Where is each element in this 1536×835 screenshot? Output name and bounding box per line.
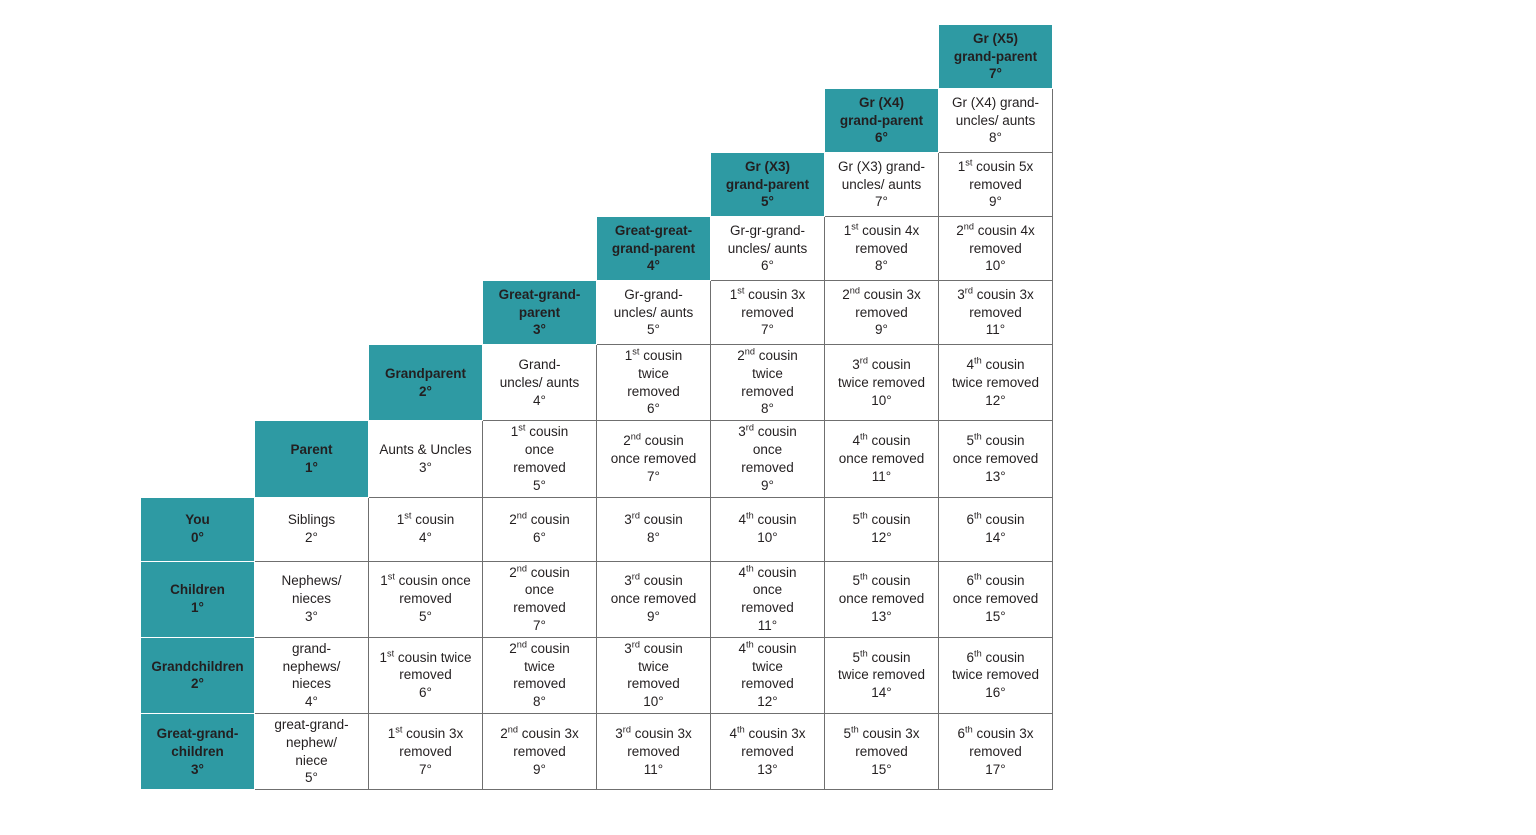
cell-degree: 2° [419,383,432,399]
kinship-header-cell [483,281,597,345]
empty-cell [141,281,255,345]
kinship-cell [597,281,711,345]
cell-label-line: 2nd cousin [509,510,570,528]
cell-label-line: once removed [952,591,1039,607]
kinship-table [140,24,1053,790]
kinship-header-cell [825,89,939,153]
cell-degree: 11° [871,468,892,484]
empty-cell [369,153,483,217]
cell-degree: 13° [985,468,1006,484]
kinship-row [141,497,1053,561]
kinship-cell [939,217,1053,281]
cell-degree: 0° [191,530,204,545]
cell-degree: 3° [191,761,204,777]
kinship-chart [140,24,1053,790]
cell-label-line: removed [627,743,680,759]
cell-degree: 10° [871,392,892,408]
cell-label-line: 3rd cousin [624,639,683,656]
cell-degree: 8° [533,694,546,710]
cell-label-line: 1st cousin [510,422,569,440]
cell-label-line: twice [752,365,783,381]
cell-degree: 11° [985,322,1006,338]
cell-label-line: 1st cousin 3x [729,285,806,302]
cell-degree: 1° [305,459,318,475]
cell-label-line: 1st cousin 4x [843,221,920,238]
cell-label-line: 6th cousin [966,571,1025,589]
empty-cell [369,281,483,345]
empty-cell [255,281,369,345]
cell-label-line: removed [399,591,452,607]
cell-degree: 6° [761,258,774,274]
kinship-cell [369,637,483,713]
cell-label-line: nieces [291,676,332,692]
cell-label-line: great-grand- [274,717,349,732]
kinship-cell [825,421,939,497]
cell-label-line: Gr (X4) [858,94,904,110]
empty-cell [483,153,597,217]
kinship-cell [711,561,825,637]
kinship-cell [711,281,825,345]
cell-label-line: 1st cousin [624,346,683,363]
cell-degree: 15° [871,761,892,777]
kinship-cell [825,497,939,561]
kinship-cell [939,714,1053,790]
cell-label-line: 5th cousin [852,510,911,528]
cell-label-line: Grandparent [384,365,466,381]
cell-label-line: once [524,582,555,598]
cell-degree: 17° [985,761,1006,777]
kinship-header-cell [141,714,255,790]
cell-degree: 5° [305,770,318,786]
cell-label-line: parent [518,304,561,320]
kinship-row [141,561,1053,637]
empty-cell [483,89,597,153]
kinship-cell [825,217,939,281]
kinship-cell [483,421,597,497]
cell-label-line: 2nd cousin [623,431,684,449]
cell-label-line: grand-parent [953,48,1038,64]
cell-degree: 13° [871,609,892,625]
empty-cell [711,25,825,89]
cell-label-line: Gr-gr-grand- [729,222,805,238]
cell-degree: 12° [757,694,778,710]
cell-label-line: 6th cousin [966,510,1025,528]
cell-degree: 2° [191,676,204,692]
cell-label-line: twice [638,365,669,381]
cell-label-line: uncles/ aunts [499,374,580,390]
cell-label-line: twice [524,658,555,674]
cell-label-line: once [752,582,783,598]
kinship-cell [483,497,597,561]
cell-label-line: uncles/ aunts [841,176,922,192]
cell-label-line: 5th cousin 3x [843,724,920,741]
empty-cell [141,89,255,153]
cell-degree: 4° [647,258,660,274]
cell-label-line: grand-parent [839,112,924,128]
cell-label-line: 1st cousin twice [379,648,472,665]
cell-label-line: twice [752,658,783,674]
kinship-cell [939,637,1053,713]
cell-label-line: 4th cousin [966,355,1025,372]
cell-label-line: removed [513,743,566,759]
empty-cell [255,89,369,153]
cell-label-line: once removed [610,450,697,466]
cell-label-line: removed [741,743,794,759]
cell-label-line: uncles/ aunts [613,304,694,320]
cell-label-line: 2nd cousin 3x [842,285,921,302]
kinship-cell [255,497,369,561]
kinship-cell [255,714,369,790]
kinship-cell [939,421,1053,497]
cell-degree: 3° [533,322,546,338]
cell-degree: 4° [419,530,432,545]
cell-degree: 7° [875,194,888,210]
kinship-row [141,25,1053,89]
kinship-cell [711,497,825,561]
empty-cell [597,89,711,153]
cell-label-line: once removed [610,591,697,607]
cell-degree: 5° [761,194,774,210]
kinship-row [141,345,1053,421]
cell-label-line: Grand- [518,356,561,372]
kinship-cell [939,561,1053,637]
cell-label-line: 2nd cousin [509,639,570,656]
kinship-cell [825,153,939,217]
cell-label-line: once [524,442,555,458]
cell-label-line: once removed [952,450,1039,466]
cell-label-line: nephew/ [285,734,338,750]
kinship-cell [597,561,711,637]
cell-label-line: Gr-grand- [624,286,683,302]
kinship-header-cell [141,637,255,713]
cell-label-line: twice removed [951,667,1040,683]
empty-cell [597,153,711,217]
cell-label-line: 1st cousin 5x [957,157,1034,174]
cell-label-line: twice removed [837,374,926,390]
kinship-cell [369,421,483,497]
empty-cell [255,345,369,421]
cell-label-line: Great-grand- [156,725,239,741]
cell-label-line: 3rd cousin [852,355,911,372]
kinship-cell [825,281,939,345]
cell-label-line: 5th cousin [852,571,911,589]
cell-label-line: You [185,512,210,528]
kinship-cell [825,561,939,637]
cell-label-line: grand- [291,640,332,656]
cell-degree: 7° [647,468,660,484]
cell-label-line: 2nd cousin 4x [956,221,1035,238]
kinship-header-cell [939,25,1053,89]
cell-degree: 3° [305,609,318,625]
kinship-row [141,637,1053,713]
cell-label-line: 2nd cousin [509,563,570,580]
cell-label-line: removed [513,600,566,616]
cell-degree: 8° [761,401,774,417]
cell-label-line: children [171,743,224,759]
cell-degree: 6° [647,401,660,417]
kinship-cell [597,637,711,713]
cell-label-line: Children [170,582,225,598]
cell-degree: 9° [761,477,774,493]
cell-label-line: Siblings [287,512,336,528]
cell-label-line: Great-grand- [498,286,581,302]
cell-label-line: 3rd cousin 3x [957,285,1034,302]
kinship-cell [939,89,1053,153]
cell-label-line: Gr (X3) grand- [837,158,926,174]
cell-label-line: removed [741,383,794,399]
cell-label-line: 5th cousin [852,648,911,665]
cell-label-line: removed [513,676,566,692]
cell-degree: 5° [419,609,432,625]
cell-degree: 14° [985,530,1006,545]
cell-label-line: removed [969,240,1022,256]
cell-label-line: 5th cousin [966,431,1025,449]
kinship-cell [483,345,597,421]
cell-degree: 15° [985,609,1006,625]
cell-label-line: removed [855,743,908,759]
empty-cell [369,89,483,153]
cell-degree: 12° [871,530,892,545]
cell-degree: 3° [419,459,432,475]
kinship-cell [255,637,369,713]
cell-degree: 16° [985,685,1006,701]
empty-cell [141,345,255,421]
cell-label-line: Gr (X4) grand- [951,94,1040,110]
cell-label-line: removed [399,667,452,683]
cell-label-line: 3rd cousin [738,422,797,440]
kinship-cell [711,217,825,281]
cell-label-line: 4th cousin 3x [729,724,806,741]
kinship-cell [825,637,939,713]
empty-cell [141,153,255,217]
kinship-cell [597,421,711,497]
cell-label-line: 4th cousin [738,639,797,656]
cell-degree: 4° [533,392,546,408]
kinship-cell [483,561,597,637]
kinship-cell [369,714,483,790]
kinship-cell [483,714,597,790]
cell-label-line: once [752,442,783,458]
cell-label-line: 3rd cousin 3x [615,724,692,741]
cell-label-line: removed [627,383,680,399]
cell-label-line: removed [741,459,794,475]
cell-degree: 1° [191,600,204,616]
cell-label-line: 6th cousin [966,648,1025,665]
empty-cell [369,25,483,89]
cell-label-line: Nephews/ [281,573,342,589]
cell-label-line: Grandchildren [151,658,244,674]
kinship-cell [939,497,1053,561]
empty-cell [141,25,255,89]
kinship-cell [711,345,825,421]
kinship-cell [483,637,597,713]
empty-cell [483,217,597,281]
cell-degree: 10° [643,694,664,710]
kinship-cell [597,714,711,790]
cell-label-line: removed [855,240,908,256]
kinship-cell [939,345,1053,421]
cell-degree: 11° [643,761,664,777]
empty-cell [711,89,825,153]
cell-degree: 2° [305,530,318,545]
cell-degree: 5° [647,322,660,338]
cell-degree: 7° [761,322,774,338]
cell-degree: 9° [647,609,660,625]
cell-degree: 6° [533,530,546,545]
empty-cell [255,153,369,217]
kinship-cell [825,345,939,421]
cell-label-line: 2nd cousin 3x [500,724,579,741]
cell-label-line: 4th cousin [852,431,911,449]
cell-degree: 9° [989,194,1002,210]
kinship-row [141,217,1053,281]
kinship-row [141,153,1053,217]
empty-cell [597,25,711,89]
cell-degree: 8° [647,530,660,545]
cell-label-line: nieces [291,591,332,607]
kinship-row [141,281,1053,345]
cell-label-line: removed [741,304,794,320]
cell-label-line: Great-great- [614,222,693,238]
cell-degree: 6° [875,130,888,146]
cell-label-line: nephews/ [282,658,341,674]
cell-degree: 9° [533,761,546,777]
kinship-cell [939,281,1053,345]
cell-label-line: removed [969,304,1022,320]
cell-label-line: uncles/ aunts [727,240,808,256]
cell-degree: 14° [871,685,892,701]
cell-label-line: niece [295,752,328,768]
kinship-cell [825,714,939,790]
cell-degree: 7° [419,761,432,777]
empty-cell [255,217,369,281]
cell-label-line: 1st cousin once [380,571,471,589]
cell-label-line: 1st cousin [396,510,455,528]
cell-label-line: removed [399,743,452,759]
cell-label-line: Parent [290,442,333,458]
cell-degree: 8° [875,258,888,274]
kinship-cell [711,637,825,713]
kinship-header-cell [141,561,255,637]
cell-degree: 5° [533,477,546,493]
empty-cell [369,217,483,281]
cell-label-line: twice removed [837,667,926,683]
cell-label-line: removed [969,743,1022,759]
cell-label-line: grand-parent [611,240,696,256]
empty-cell [255,25,369,89]
kinship-row [141,89,1053,153]
kinship-cell [369,561,483,637]
cell-label-line: uncles/ aunts [955,112,1036,128]
kinship-cell [597,497,711,561]
cell-degree: 13° [757,761,778,777]
empty-cell [483,25,597,89]
cell-label-line: removed [741,600,794,616]
cell-label-line: removed [513,459,566,475]
cell-degree: 6° [419,685,432,701]
kinship-cell [939,153,1053,217]
cell-label-line: once removed [838,591,925,607]
cell-label-line: removed [741,676,794,692]
cell-degree: 12° [985,392,1006,408]
kinship-header-cell [597,217,711,281]
cell-label-line: 1st cousin 3x [387,724,464,741]
kinship-header-cell [711,153,825,217]
cell-degree: 10° [985,258,1006,274]
cell-label-line: grand-parent [725,176,810,192]
cell-label-line: 3rd cousin [624,510,683,528]
cell-label-line: twice removed [951,374,1040,390]
cell-degree: 7° [533,617,546,633]
cell-degree: 4° [305,694,318,710]
kinship-header-cell [255,421,369,497]
kinship-cell [597,345,711,421]
cell-label-line: Gr (X3) [744,158,790,174]
cell-label-line: once removed [838,450,925,466]
kinship-cell [711,421,825,497]
cell-degree: 10° [757,530,778,545]
cell-label-line: 4th cousin [738,510,797,528]
empty-cell [141,217,255,281]
kinship-row [141,421,1053,497]
cell-label-line: 6th cousin 3x [957,724,1034,741]
empty-cell [825,25,939,89]
cell-label-line: removed [969,176,1022,192]
cell-label-line: Gr (X5) [972,30,1018,46]
kinship-header-cell [141,497,255,561]
cell-label-line: removed [627,676,680,692]
cell-degree: 9° [875,322,888,338]
kinship-cell [255,561,369,637]
cell-degree: 11° [757,617,778,633]
cell-label-line: removed [855,304,908,320]
kinship-row [141,714,1053,790]
cell-label-line: 2nd cousin [737,346,798,363]
cell-label-line: twice [638,658,669,674]
empty-cell [141,421,255,497]
kinship-cell [369,497,483,561]
cell-degree: 8° [989,130,1002,146]
cell-label-line: Aunts & Uncles [379,442,472,458]
kinship-header-cell [369,345,483,421]
cell-label-line: 3rd cousin [624,571,683,589]
kinship-cell [711,714,825,790]
cell-label-line: 4th cousin [738,563,797,580]
cell-degree: 7° [989,66,1002,82]
